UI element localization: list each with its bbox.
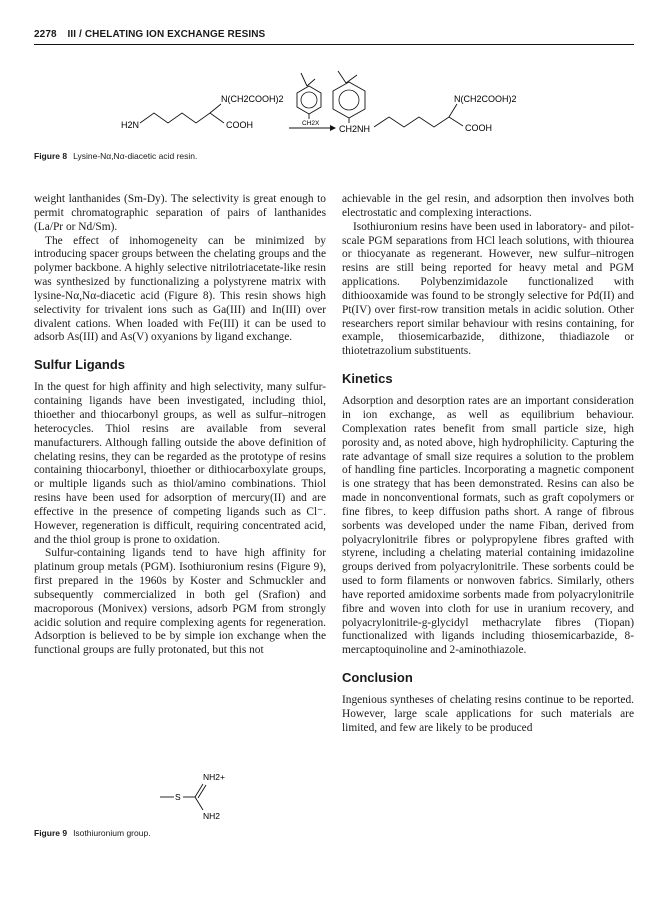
reactant-chain <box>140 113 224 123</box>
right-paragraph-1: achievable in the gel resin, and adsorption then involves both electrostatic and complexing interactions. <box>342 193 634 219</box>
product-acid: COOH <box>465 123 492 133</box>
right-paragraph-4: Ingenious syntheses of chelating resins continue to be reported. However, large scale applications for such materials are limited, and few are likely to be produced <box>342 694 634 734</box>
left-paragraph-1: weight lanthanides (Sm-Dy). The selectivity is great enough to permit chromatographic separation of pairs of lanthanides (La/Pr or Nd/Sm). <box>34 193 326 233</box>
figure-8-scheme <box>34 60 634 160</box>
reagent-backbone-1 <box>301 73 307 86</box>
c-n-double-bond-2 <box>198 785 206 798</box>
product-branch-up <box>449 104 457 117</box>
product-backbone-1 <box>338 71 346 83</box>
product-backbone-2 <box>346 75 357 83</box>
running-header <box>34 29 634 40</box>
figure-9-structure <box>150 765 260 825</box>
product-chain <box>374 117 463 127</box>
product-amine: CH2NH <box>339 124 371 134</box>
reagent-backbone-2 <box>307 79 315 86</box>
reactant-amine: H2N <box>121 120 140 130</box>
section-heading-kinetics: Kinetics <box>342 371 393 387</box>
amidinium-top: NH2+ <box>203 772 225 782</box>
figure-8-label: Figure 8 <box>34 151 68 161</box>
left-paragraph-2: The effect of inhomogeneity can be minimized by introducing spacer groups between the chelating groups and the polymer backbone. A highly selective nitrilotriacetate-like resin was synthesized by functionalizing a polystyrene matrix with lysine-Nα,Nα-diacetic acid (Figure 8). This resin shows high selectivity for trivalent ions such as Ga(III) and In(III) over divalent cations. When loaded with Fe(III) it can be used to adsorb As(III) and As(V) oxyanions by ligand exchange. <box>34 234 326 344</box>
page-number: 2278 <box>34 29 57 40</box>
product-benzene-ring <box>333 82 365 118</box>
figure-8-caption-text: Lysine-Nα,Nα-diacetic acid resin. <box>73 151 198 161</box>
product-aromatic-circle <box>339 90 359 110</box>
c-n-single-bond <box>195 797 203 810</box>
reactant-substituent: N(CH2COOH)2 <box>221 94 284 104</box>
amine-bottom: NH2 <box>203 811 221 821</box>
right-column <box>342 193 634 736</box>
header-rule <box>34 44 634 45</box>
c-n-double-bond-1 <box>195 784 203 797</box>
right-paragraph-3: Adsorption and desorption rates are an important consideration in ion exchange, as well as equilibrium behaviour. Complexation rates benefit from small particle size, high porosity and, as noted above, high hydrophilicity. Capturing the rate advantage of small size requires a solution to the problem of handling fine particles. Incorporating a magnetic component is one strategy that has been demonstrated. Resins can also be made in nonconventional formats, such as graft copolymers or fine fibres, to keep diffusion paths short. A range of fibrous sorbents was developed under the name Fiban, derived from polyacrylonitrile fibres or polypropylene fibres grafted with styrene, including a chelating material containing imidazoline groups derived from polyacrylonitrile. These sorbents could be used to form filaments or nonwoven fabrics. Similarly, others have reported amidoxime sorbents made from polyacrylonitrile fibre and woven into cloth for use in uranium recovery, and polyacrylonitrile-g-glycidyl methacrylate fibres (Tiopan) functionalized with ligands including thiosemicarbazide, 8-mercaptoquinoline and 2-aminothiazole. <box>342 395 634 657</box>
section-heading-conclusion: Conclusion <box>342 670 413 686</box>
figure-9-label: Figure 9 <box>34 828 68 838</box>
left-paragraph-3: In the quest for high affinity and high selectivity, many sulfur-containing ligands have been investigated, including thiol, thioether and thiocarbonyl groups, as well as sulfur–nitrogen heterocycles. Thiol resins are available from several manufacturers. Although falling outside the above definition of chelating resins, they can be regarded as the prototype of resins containing thiocarbonyl, thioether or dithiocarboxylate groups, or multiple ligands such as thiol/amino combinations. Thiol resins have been used for adsorption of mercury(II) and are effective in the presence of competing ligands such as Cl⁻. However, regeneration is difficult, requiring concentrated acid, and the thiol group is prone to oxidation. <box>34 381 326 546</box>
reaction-arrowhead <box>330 125 336 131</box>
sulfur-atom: S <box>175 792 181 802</box>
reactant-branch-up <box>210 104 221 113</box>
running-title: III / CHELATING ION EXCHANGE RESINS <box>67 29 266 40</box>
left-column <box>34 193 326 658</box>
figure-9-caption <box>34 828 151 838</box>
reagent-aromatic-circle <box>301 92 317 108</box>
reagent-label: CH2X <box>302 120 320 127</box>
product-substituent: N(CH2COOH)2 <box>454 94 517 104</box>
reactant-acid: COOH <box>226 120 253 130</box>
figure-8-caption <box>34 151 197 161</box>
figure-9-caption-text: Isothiuronium group. <box>73 828 151 838</box>
left-paragraph-4: Sulfur-containing ligands tend to have high affinity for platinum group metals (PGM). Isothiuronium resins (Figure 9), first prepared in the 1960s by Koster and Schmuckler and subsequently commercialized in both gel (Srafion) and macroporous (Monivex) versions, adsorb PGM from strongly acidic solution and require complexing agents for regeneration. Adsorption is believed to be by simple ion exchange when the functional groups are fully protonated, but this not <box>34 547 326 657</box>
section-heading-sulfur-ligands: Sulfur Ligands <box>34 357 125 373</box>
right-paragraph-2: Isothiuronium resins have been used in laboratory- and pilot-scale PGM separations from HCl leach solutions, with thiourea or thiocyanate as regenerant. However, new sulfur–nitrogen resins are still being reported for heavy metal and PGM applications. Polybenzimidazole functionalized with dithiooxamide was found to be strongly selective for Pd(II) and Pt(IV) over first-row transition metals in acidic solution. Other researchers report similar behaviour with resins containing, for example, thiosemicarbazide, dithizone, thiadiazole or thiotetrazolium substituents. <box>342 220 634 358</box>
